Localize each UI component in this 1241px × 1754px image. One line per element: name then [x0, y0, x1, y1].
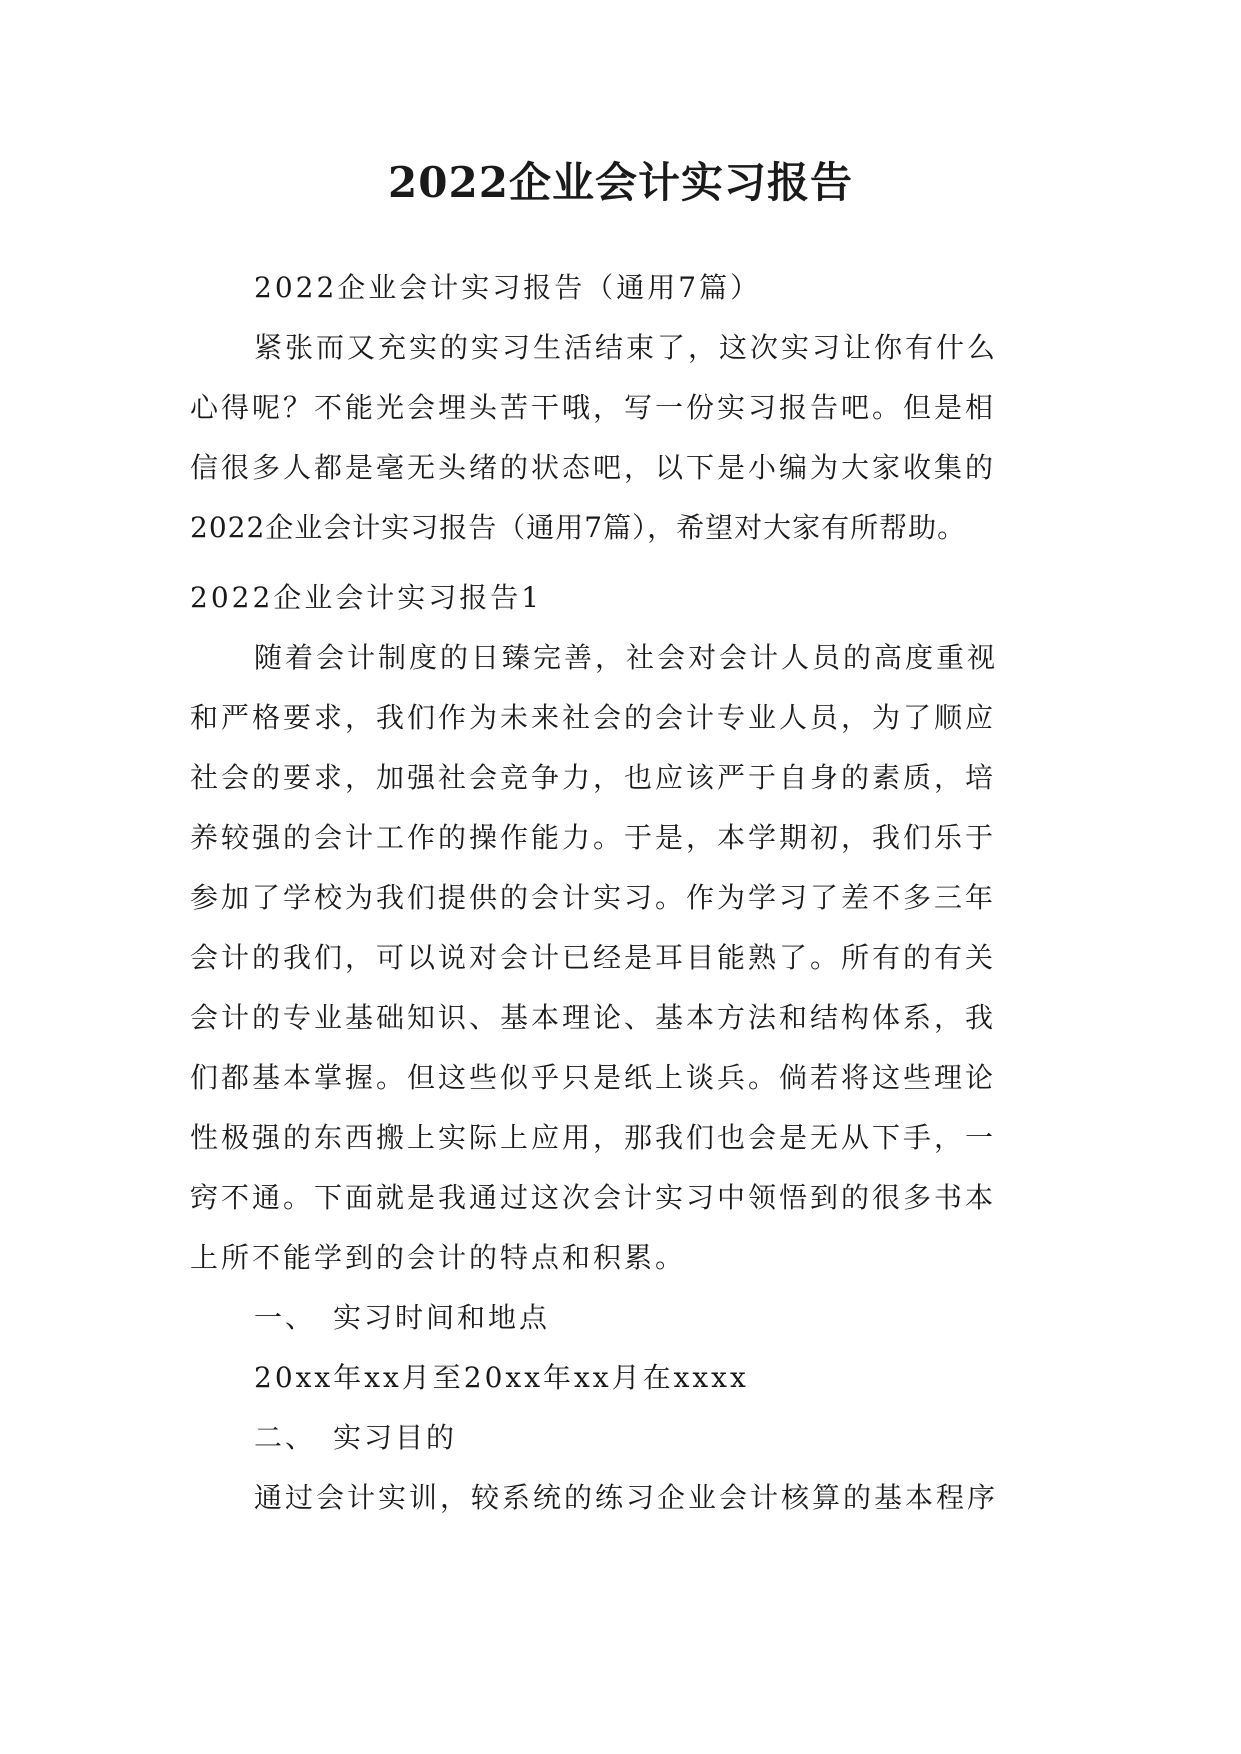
intro-subtitle: 2022企业会计实习报告（通用7篇） [254, 271, 762, 304]
paragraph-line: 性极强的东西搬上实际上应用，那我们也会是无从下手，一 [190, 1121, 997, 1154]
paragraph-line: 窍不通。下面就是我通过这次会计实习中领悟到的很多书本 [190, 1181, 997, 1214]
paragraph-line: 会计的专业基础知识、基本理论、基本方法和结构体系，我 [190, 1001, 997, 1034]
paragraph-line: 心得呢？不能光会埋头苦干哦，写一份实习报告吧。但是相 [190, 391, 997, 424]
paragraph-line: 养较强的会计工作的操作能力。于是，本学期初，我们乐于 [190, 821, 997, 854]
intro-paragraph [190, 318, 1070, 558]
section1-items [190, 1288, 1070, 1528]
item1-text: 20xx年xx月至20xx年xx月在xxxx [254, 1361, 749, 1394]
item2-text: 通过会计实训，较系统的练习企业会计核算的基本程序 [254, 1481, 999, 1514]
paragraph-line: 参加了学校为我们提供的会计实习。作为学习了差不多三年 [190, 881, 997, 914]
intro-subtitle-block [190, 258, 1070, 318]
paragraph-line: 和严格要求，我们作为未来社会的会计专业人员，为了顺应 [190, 701, 997, 734]
paragraph-line: 信很多人都是毫无头绪的状态吧，以下是小编为大家收集的 [190, 451, 997, 484]
paragraph-line: 紧张而又充实的实习生活结束了，这次实习让你有什么 [254, 331, 999, 364]
document-title: 2022企业会计实习报告 [388, 158, 853, 207]
paragraph-line: 社会的要求，加强社会竞争力，也应该严于自身的素质，培 [190, 761, 997, 794]
paragraph-line: 上所不能学到的会计的特点和积累。 [190, 1241, 687, 1274]
paragraph-line: 2022企业会计实习报告（通用7篇），希望对大家有所帮助。 [190, 511, 967, 544]
section1-heading-block [190, 568, 1070, 628]
item2-heading: 二、 实习目的 [254, 1421, 458, 1454]
paragraph-line: 们都基本掌握。但这些似乎只是纸上谈兵。倘若将这些理论 [190, 1061, 997, 1094]
section1-paragraph [190, 628, 1070, 1288]
paragraph-line: 随着会计制度的日臻完善，社会对会计人员的高度重视 [254, 641, 999, 674]
item1-heading: 一、 实习时间和地点 [254, 1301, 551, 1334]
paragraph-line: 会计的我们，可以说对会计已经是耳目能熟了。所有的有关 [190, 941, 997, 974]
section1-heading: 2022企业会计实习报告1 [190, 581, 543, 614]
